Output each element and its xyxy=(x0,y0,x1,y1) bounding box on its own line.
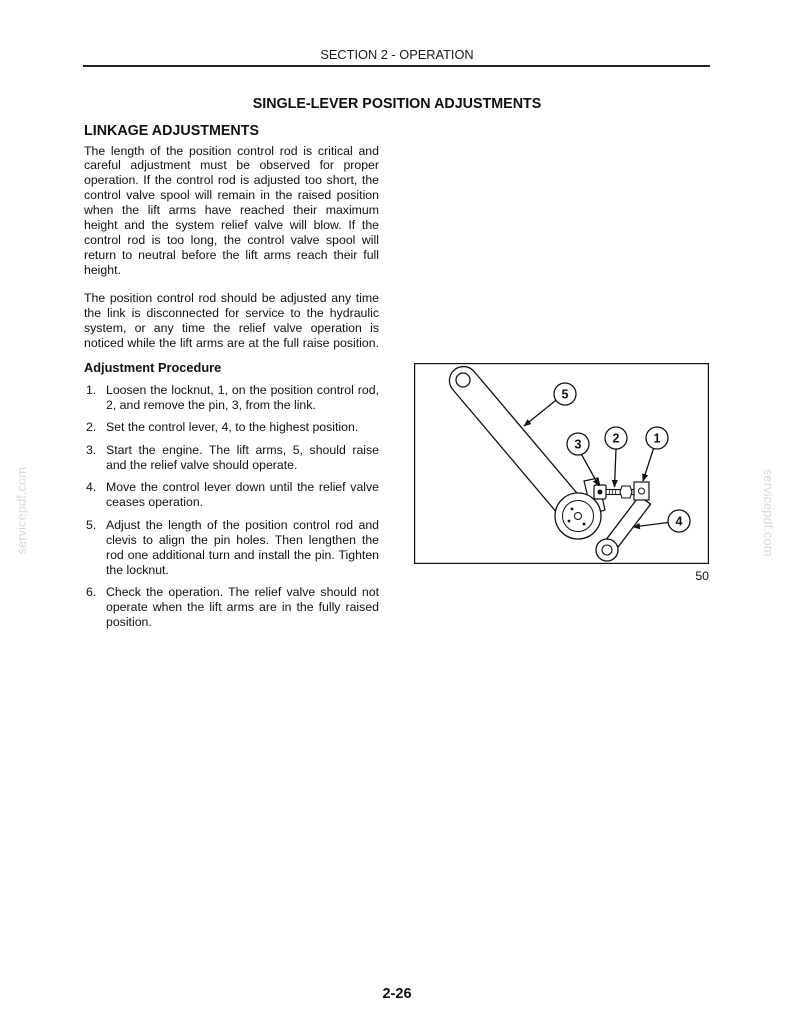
rod-end-hole xyxy=(639,488,645,494)
pivot-hub-bolt xyxy=(568,520,571,523)
linkage-heading: LINKAGE ADJUSTMENTS xyxy=(84,123,260,139)
step-number: 5. xyxy=(86,517,97,532)
paragraph-line: careful adjustment must be observed for proper xyxy=(84,158,379,173)
control-lever-end xyxy=(596,539,618,561)
step-text-line: rod one additional turn and install the pin. Tighten xyxy=(106,547,379,562)
figure-number: 50 xyxy=(695,569,709,583)
procedure-step xyxy=(84,585,379,630)
step-text-line: Check the operation. The relief valve should not xyxy=(106,585,379,600)
paragraph-line: noticed while the lift arms are at the full raise position. xyxy=(84,335,379,350)
step-text-line: Loosen the locknut, 1, on the position control rod, xyxy=(106,382,379,397)
step-number: 2. xyxy=(86,420,97,435)
linkage-paragraph-2 xyxy=(84,291,379,351)
step-text-line: Set the control lever, 4, to the highest position. xyxy=(106,420,359,435)
procedure-step xyxy=(84,518,379,578)
step-number: 1. xyxy=(86,382,97,397)
pivot-hub-disc xyxy=(555,493,601,539)
paragraph-line: system, or any time the relief valve operation is xyxy=(84,320,379,335)
pivot-hub-bolt xyxy=(571,508,574,511)
step-text-line: ceases operation. xyxy=(106,495,204,510)
paragraph-line: the link is disconnected for service to the hydraulic xyxy=(84,305,379,320)
watermark-left: servicepdf.com xyxy=(14,467,29,555)
step-text-line: the locknut. xyxy=(106,562,169,577)
pivot-hub-bolt xyxy=(583,523,586,526)
step-number: 3. xyxy=(86,442,97,457)
step-text-line: clevis to align the pin holes. Then lengthen the xyxy=(106,532,379,547)
section-header: SECTION 2 - OPERATION xyxy=(320,47,474,62)
step-text-line: 2, and remove the pin, 3, from the link. xyxy=(106,397,316,412)
locknut xyxy=(620,486,632,498)
paragraph-line: control rod is too long, the control valve spool will xyxy=(84,232,379,247)
figure-illustration xyxy=(414,363,709,564)
procedure-step xyxy=(84,443,379,473)
header-rule xyxy=(83,65,710,67)
step-text-line: operate when the lift arms are in the fully raised xyxy=(106,600,379,615)
lift-arm-hole xyxy=(456,373,470,387)
procedure-step xyxy=(84,480,379,510)
step-text-line: Adjust the length of the position control rod and xyxy=(106,517,379,532)
callout-number: 3 xyxy=(574,437,582,452)
paragraph-line: control valve spool will remain in the raised position xyxy=(84,188,379,203)
linkage-paragraph-1 xyxy=(84,144,379,278)
paragraph-line: return to neutral before the lift arms reach their full xyxy=(84,247,379,262)
paragraph-line: The length of the position control rod is critical and xyxy=(84,143,379,158)
callout-number: 5 xyxy=(561,387,569,402)
page-number: 2-26 xyxy=(382,986,412,1002)
page-title: SINGLE-LEVER POSITION ADJUSTMENTS xyxy=(252,96,542,112)
step-number: 6. xyxy=(86,585,97,600)
callout-number: 4 xyxy=(675,514,683,529)
watermark-right: servicepdf.com xyxy=(761,469,776,557)
procedure-step xyxy=(84,420,379,435)
paragraph-line: height and the system relief valve will blow. If the xyxy=(84,218,379,233)
pivot-hub xyxy=(555,493,601,539)
procedure-step xyxy=(84,383,379,413)
step-text-line: Move the control lever down until the relief valve xyxy=(106,480,379,495)
procedure-heading: Adjustment Procedure xyxy=(84,360,222,375)
paragraph-line: operation. If the control rod is adjusted too short, the xyxy=(84,173,379,188)
step-number: 4. xyxy=(86,480,97,495)
paragraph-line: when the lift arms have reached their maximum xyxy=(84,203,379,218)
procedure-steps xyxy=(84,383,379,639)
paragraph-line: height. xyxy=(84,262,121,277)
callout-number: 1 xyxy=(653,431,661,446)
callout-number: 2 xyxy=(612,431,620,446)
paragraph-line: The position control rod should be adjusted any time xyxy=(84,290,379,305)
pin xyxy=(598,490,603,495)
step-text-line: Start the engine. The lift arms, 5, should raise xyxy=(106,442,379,457)
step-text-line: and the relief valve should operate. xyxy=(106,457,298,472)
step-text-line: position. xyxy=(106,615,152,630)
